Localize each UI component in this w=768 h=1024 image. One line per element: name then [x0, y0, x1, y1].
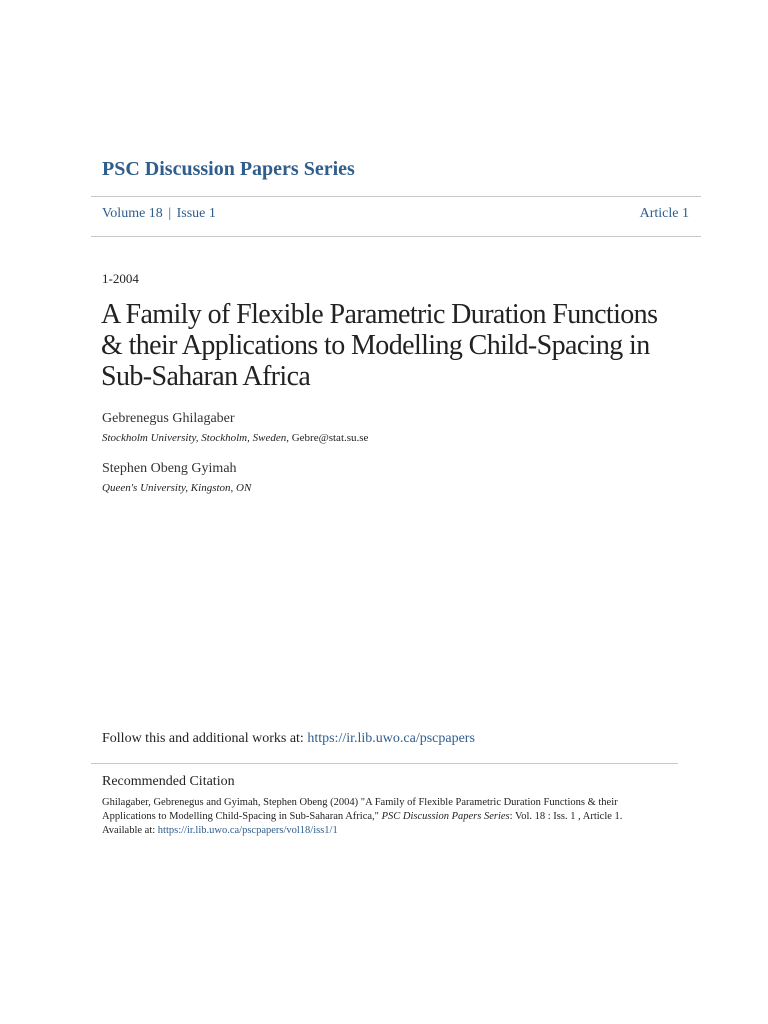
citation-url-link[interactable]: https://ir.lib.uwo.ca/pscpapers/vol18/iss1/1 — [157, 825, 338, 836]
citation-journal: PSC Discussion Papers Series — [381, 811, 510, 822]
breadcrumb-separator: | — [168, 206, 172, 221]
available-label: Available at: — [102, 825, 158, 836]
affiliation-text: Queen's University, Kingston, ON — [102, 482, 252, 494]
top-divider — [91, 196, 701, 197]
citation-body — [102, 796, 662, 838]
citation-divider — [91, 763, 678, 764]
header-divider — [91, 236, 701, 237]
author-name: Gebrenegus Ghilagaber — [102, 411, 235, 426]
series-title-link[interactable]: PSC Discussion Papers Series — [102, 158, 355, 180]
article-link[interactable]: Article 1 — [639, 206, 689, 221]
volume-issue-breadcrumb — [102, 206, 216, 222]
paper-title: A Family of Flexible Parametric Duration Functions & their Applications to Modelling Child-Spacing in Sub-Saharan Africa — [101, 299, 658, 392]
citation-text: Ghilagaber, Gebrenegus and Gyimah, Stephen Obeng (2004) "A Family of Flexible Parametric Duration Functions & their Applications to Modelling Child-Spacing in Sub-Saharan Africa," — [102, 797, 618, 822]
author-name: Stephen Obeng Gyimah — [102, 461, 237, 476]
author-email: , Gebre@stat.su.se — [286, 432, 369, 444]
follow-label: Follow this and additional works at: — [102, 731, 308, 746]
affiliation-text: Stockholm University, Stockholm, Sweden — [102, 432, 287, 444]
publication-date: 1-2004 — [102, 271, 139, 286]
issue-link[interactable]: Issue 1 — [176, 206, 216, 221]
follow-works-line — [102, 731, 475, 747]
volume-link[interactable]: Volume 18 — [102, 206, 163, 221]
author-affiliation — [102, 482, 251, 494]
author-affiliation — [102, 432, 368, 444]
repository-link[interactable]: https://ir.lib.uwo.ca/pscpapers — [307, 731, 475, 746]
citation-heading: Recommended Citation — [102, 774, 235, 789]
citation-volume-info: : Vol. 18 : Iss. 1 , Article 1. — [509, 811, 623, 822]
